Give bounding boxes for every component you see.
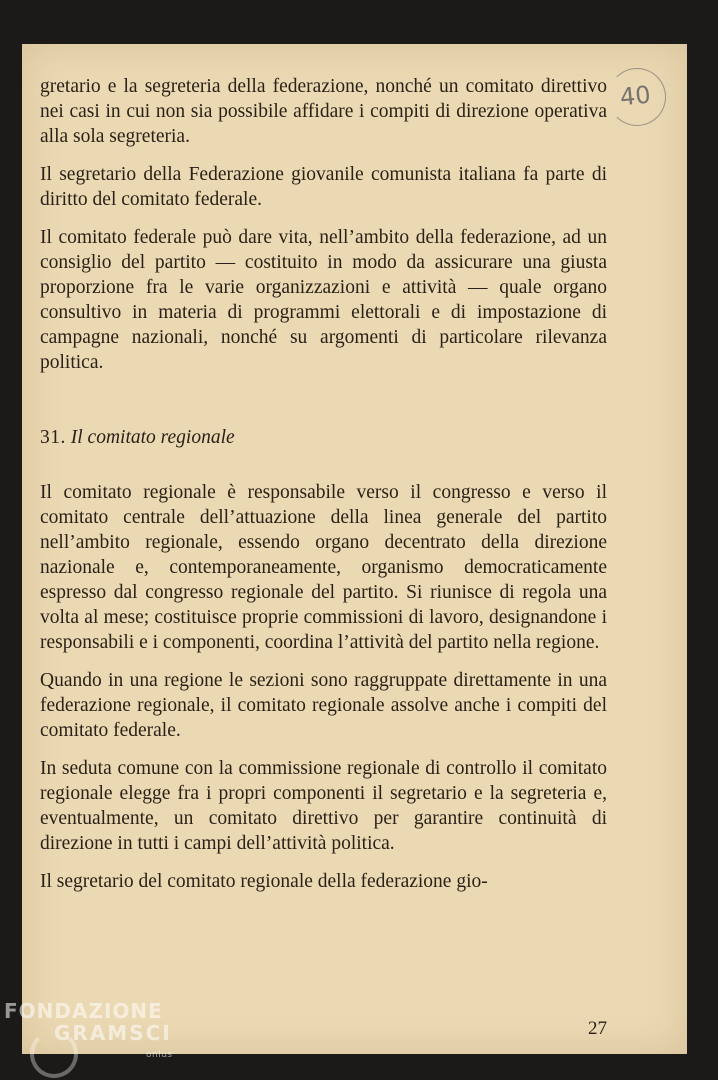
page-text xyxy=(40,74,607,907)
document-page xyxy=(22,44,687,1054)
paragraph: Il comitato regionale è responsabile verso il congresso e verso il comitato centrale dell’attuazione della linea generale del partito nell’ambito regionale, essendo organo decentrato della direzione nazionale e, contemporaneamente, organismo democraticamente espresso dal congresso regionale del partito. Si riunisce di regola una volta al mese; costituisce proprie commissioni di lavoro, designandone i responsabili e i componenti, coordina l’attività del partito nella regione. xyxy=(40,482,607,653)
section-number: 31. xyxy=(40,427,66,448)
paragraph: Il segretario del comitato regionale della federazione gio- xyxy=(40,871,488,892)
paragraph: In seduta comune con la commissione regionale di controllo il comitato regionale elegge fra i propri componenti il segretario e la segreteria e, eventualmente, un comitato direttivo per garantire continuità di direzione in tutti i campi dell’attività politica. xyxy=(40,758,607,854)
watermark-line1: FONDAZIONE xyxy=(4,999,163,1023)
paragraph: Il segretario della Federazione giovanile comunista italiana fa parte di diritto del comitato federale. xyxy=(40,164,607,210)
paragraph: Il comitato federale può dare vita, nell’ambito della federazione, ad un consiglio del partito — costituito in modo da assicurare una giusta proporzione fra le varie organizzazioni e attività — quale organo consultivo in materia di programmi elettorali e di impostazione di campagne nazionali, nonché su argomenti di particolare rilevanza politica. xyxy=(40,227,607,373)
watermark-sub: onlus xyxy=(146,1050,173,1060)
page-number: 27 xyxy=(588,1018,607,1039)
paragraph: gretario e la segreteria della federazione, nonché un comitato direttivo nei casi in cui non sia possibile affidare i compiti di direzione operativa alla sola segreteria. xyxy=(40,76,607,147)
section-title: Il comitato regionale xyxy=(70,427,235,448)
watermark xyxy=(4,1000,173,1066)
section-heading xyxy=(40,425,607,450)
handwritten-annotation: 40 xyxy=(618,80,652,112)
watermark-line2: GRAMSCI xyxy=(54,1021,172,1045)
paragraph: Quando in una regione le sezioni sono raggruppate direttamente in una federazione regionale, il comitato regionale assolve anche i compiti del comitato federale. xyxy=(40,670,607,741)
